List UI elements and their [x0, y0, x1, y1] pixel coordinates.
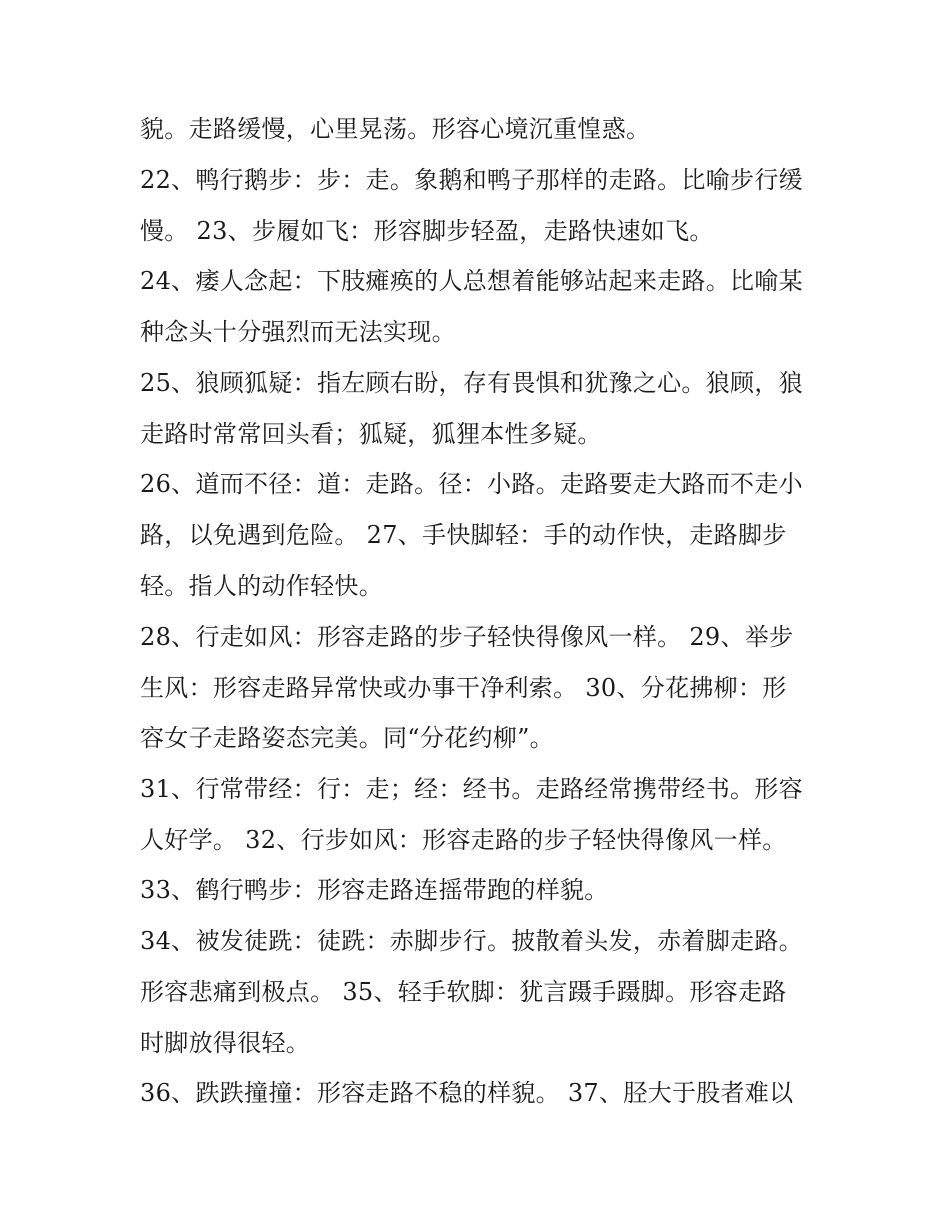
text-line: 形容悲痛到极点。 35、轻手软脚：犹言蹑手蹑脚。形容走路	[140, 978, 787, 1006]
text-line: 36、跌跌撞撞：形容走路不稳的样貌。 37、胫大于股者难以	[140, 1079, 794, 1107]
text-line: 26、道而不径：道：走路。径：小路。走路要走大路而不走小	[140, 470, 803, 498]
text-line: 34、被发徒跣：徒跣：赤脚步行。披散着头发，赤着脚走路。	[140, 927, 803, 955]
text-line: 33、鹤行鸭步：形容走路连摇带跑的样貌。	[140, 876, 609, 904]
text-line: 貌。走路缓慢，心里晃荡。形容心境沉重惶惑。	[140, 115, 651, 143]
text-line: 25、狼顾狐疑：指左顾右盼，存有畏惧和犹豫之心。狼顾，狼	[140, 369, 803, 397]
text-line: 走路时常常回头看；狐疑，狐狸本性多疑。	[140, 420, 602, 448]
text-line: 31、行常带经：行：走；经：经书。走路经常携带经书。形容	[140, 775, 803, 803]
text-line: 轻。指人的动作轻快。	[140, 572, 383, 600]
text-line: 22、鸭行鹅步：步：走。象鹅和鸭子那样的走路。比喻步行缓	[140, 166, 803, 194]
text-line: 路，以免遇到危险。 27、手快脚轻：手的动作快，走路脚步	[140, 521, 787, 549]
text-line: 时脚放得很轻。	[140, 1029, 311, 1057]
text-line: 容女子走路姿态完美。同“分花约柳”。	[140, 724, 554, 752]
text-line: 28、行走如风：形容走路的步子轻快得像风一样。 29、举步	[140, 623, 794, 651]
text-line: 慢。 23、步履如飞：形容脚步轻盈，走路快速如飞。	[140, 217, 714, 245]
text-line: 24、痿人念起：下肢瘫痪的人总想着能够站起来走路。比喻某	[140, 267, 803, 295]
text-line: 种念头十分强烈而无法实现。	[140, 318, 456, 346]
text-line: 生风：形容走路异常快或办事干净利索。 30、分花拂柳：形	[140, 674, 787, 702]
text-line: 人好学。 32、行步如风：形容走路的步子轻快得像风一样。	[140, 826, 787, 854]
